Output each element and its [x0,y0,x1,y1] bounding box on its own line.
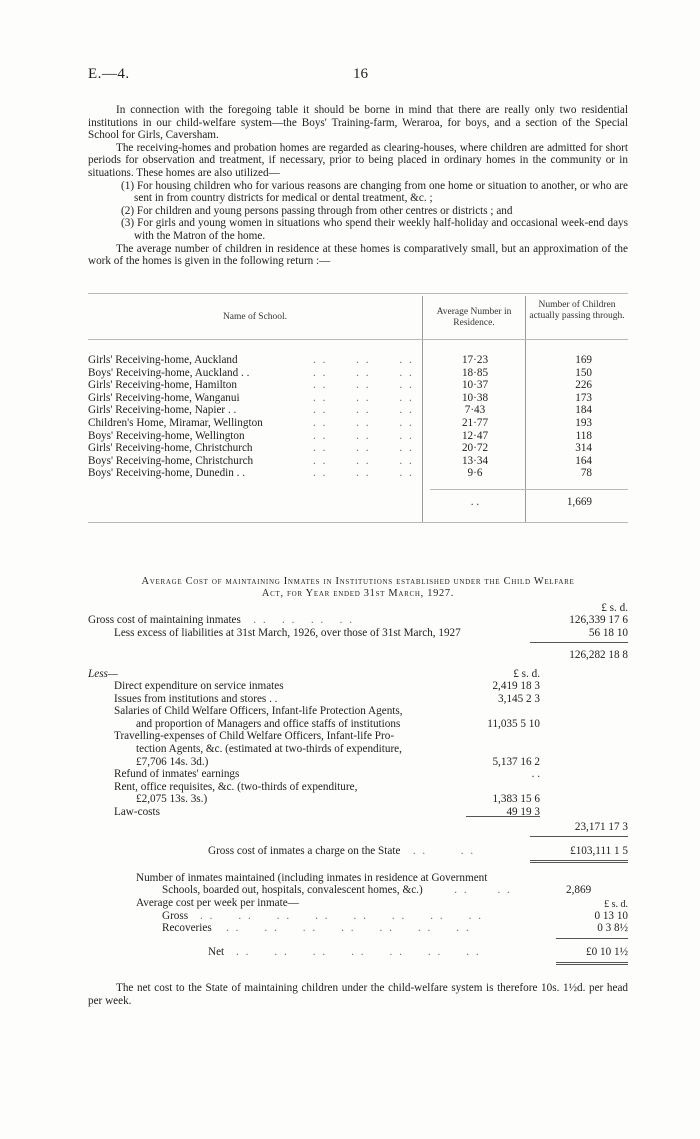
row-leaders: . . . . . . [313,417,414,429]
expenditure-item-label: £7,706 14s. 3d.) [136,755,209,768]
total-average: . . [470,496,480,508]
table-row [88,467,628,479]
average-in-residence: 20·72 [461,442,489,455]
expenditure-item-label: Rent, office requisites, &c. (two-thirds of expenditure, [114,780,358,793]
net-rule-bottom [556,962,628,963]
state-charge-text: Gross cost of inmates a charge on the State [208,845,401,857]
net-week-label: Net [208,946,225,958]
table-row [88,417,628,429]
expenditure-item-label: tection Agents, &c. (estimated at two-thirds of expenditure, [136,743,402,755]
recoveries-week-label: Recoveries [162,922,212,934]
net-rule-top [556,938,628,939]
inmates-line-2-text: Schools, boarded out, hospitals, convalescent homes, &c.) [162,884,423,896]
children-passing-through: 226 [575,379,592,392]
expenditure-item-label: Law-costs [114,806,160,818]
table-row [88,354,628,366]
less-excess-label: Less excess of liabilities at 31st March, 1926, over those of 31st March, 1927 [114,627,461,639]
table-top-rule [88,293,628,294]
state-charge-rule-top [530,836,628,837]
weekly-lsd-header: £ s. d. [604,899,628,910]
cost-title-line-2: Act, for Year ended 31st March, 1927. [261,588,455,599]
children-passing-through: 150 [575,366,592,379]
gross-cost-label: Gross cost of maintaining inmates . . . . . . . . [88,614,354,626]
row-leaders: . . . . . . [313,454,414,467]
children-passing-through: 314 [575,442,592,455]
less-label: Less— [88,668,118,680]
average-in-residence: 18·85 [461,366,489,379]
inmates-value: 2,869 [566,884,592,896]
closing-text [88,982,628,1007]
inmates-line-2: Schools, boarded out, hospitals, convalescent homes, &c.) . . . . [162,884,512,896]
table-row [88,430,628,442]
subtotal-value: 126,282 18 8 [569,649,628,661]
average-in-residence: 13·34 [461,454,489,467]
average-in-residence: 12·47 [461,429,489,442]
school-name: Girls' Receiving-home, Auckland [88,354,238,366]
expenditure-item-value: 11,035 5 10 [487,717,540,730]
expenditure-item-label: Salaries of Child Welfare Officers, Infant-life Protection Agents, [114,705,403,718]
paragraph-3: The average number of children in residence at these homes is comparatively small, but an approximation of the work of the homes is given in the following return :— [88,242,628,268]
school-name: Girls' Receiving-home, Hamilton [88,379,237,392]
list-item-2: (2) For children and young persons passing through from other centres or districts ; and [121,204,513,217]
table-row [88,379,628,391]
gross-cost-text: Gross cost of maintaining inmates [88,614,241,626]
expenditure-item-value: . . [531,768,540,781]
table-row [88,442,628,454]
recoveries-week-value: 0 3 8½ [597,922,628,934]
school-name: Boys' Receiving-home, Dunedin . . [88,467,246,480]
school-name: Boys' Receiving-home, Christchurch [88,454,254,467]
table-row [88,455,628,467]
state-charge-rule-bottom [530,860,628,861]
inner-lsd-header: £ s. d. [513,668,540,680]
gross-week-leaders: . . . . . . . . . . . . . . . . [200,910,484,922]
page-number: 16 [353,66,368,82]
items-total-rule [466,816,540,817]
row-leaders: . . . . . . [313,379,414,392]
gross-week-value: 0 13 10 [594,910,628,922]
row-leaders: . . . . . . [313,429,414,442]
children-passing-through: 184 [575,404,592,417]
state-charge-rule-double [530,862,628,863]
state-charge-label: Gross cost of inmates a charge on the State . . . . [208,845,476,857]
average-in-residence: 17·23 [461,354,489,366]
gross-cost-value: 126,339 17 6 [569,614,628,626]
paragraph-2: The receiving-homes and probation homes are regarded as clearing-houses, where children are admitted for short periods for observation and treatment, if necessary, prior to being placed in ordinary homes in the community or in situations. These homes are also utilized— [88,141,628,179]
children-passing-through: 169 [575,354,592,366]
expenditure-item-label: £2,075 13s. 3s.) [136,793,208,806]
school-name: Children's Home, Miramar, Wellington [88,417,263,429]
state-charge-value: £103,111 1 5 [570,845,628,857]
expenditure-item-value: 2,419 18 3 [492,680,540,692]
gross-week-label: Gross [162,910,189,922]
expenditure-item-label: Travelling-expenses of Child Welfare Officers, Infant-life Pro- [114,730,395,743]
school-name: Girls' Receiving-home, Wanganui [88,391,240,404]
header-children-passing: Number of Children actually passing through. [529,300,625,321]
table-bottom-rule [88,522,628,523]
school-name: Boys' Receiving-home, Auckland . . [88,366,250,379]
expenditure-item-label: Direct expenditure on service inmates [114,680,284,692]
row-leaders: . . . . . . [313,354,414,366]
paragraph-4: The net cost to the State of maintaining children under the child-welfare system is therefore 10s. 1½d. per head per week. [88,982,628,1007]
subtotal-rule [530,642,628,643]
table-total-rule [430,489,628,490]
expenditure-item-value: 3,145 2 3 [498,692,540,705]
net-week-value: £0 10 1½ [586,946,628,958]
school-name: Girls' Receiving-home, Napier . . [88,404,237,417]
lsd-header: £ s. d. [601,602,628,614]
intro-text [88,104,628,268]
school-name: Girls' Receiving-home, Christchurch [88,442,253,455]
children-passing-through: 78 [580,467,592,480]
recoveries-week-leaders: . . . . . . . . . . . . . . [226,922,471,934]
header-name-of-school: Name of School. [222,312,288,322]
paragraph-1: In connection with the foregoing table it should be borne in mind that there are really only two residential institutions in our child-welfare system—the Boys' Training-farm, Weraroa, for boys, and a section of the Special School for Girls, Caversham. [88,104,628,142]
expenditure-item-value: 1,383 15 6 [492,793,540,806]
school-name: Boys' Receiving-home, Wellington [88,429,245,442]
row-leaders: . . . . . . [313,442,414,455]
list-item-3: (3) For girls and young women in situations who spend their weekly half-holiday and occasional week-end days with the Matron of the home. [121,217,628,242]
children-passing-through: 193 [575,417,592,429]
row-leaders: . . . . . . [313,366,414,379]
average-in-residence: 10·37 [461,379,489,392]
header-average-number: Average Number in Residence. [436,307,512,328]
average-in-residence: 9·6 [467,467,483,480]
expenditure-item-label: Issues from institutions and stores . . [114,692,278,705]
row-leaders: . . . . . . [313,467,414,480]
average-in-residence: 21·77 [461,417,489,429]
row-leaders: . . . . . . [313,404,414,417]
list-item-1: (1) For housing children who for various reasons are changing from one home or situation to another, or who are sent in from country districts for medical or dental treatment, &c. ; [121,179,628,205]
children-passing-through: 118 [575,429,592,442]
less-total-value: 23,171 17 3 [574,821,628,833]
report-reference: E.—4. [88,66,130,82]
net-week-leaders: . . . . . . . . . . . . . . [236,946,481,958]
table-row [88,404,628,416]
weekly-cost-label: Average cost per week per inmate— [136,897,299,909]
expenditure-item-label: Refund of inmates' earnings [114,768,240,781]
children-passing-through: 164 [575,454,592,467]
expenditure-item-value: 49 19 3 [506,806,540,818]
total-passing: 1,669 [566,496,592,508]
inmates-line-1: Number of inmates maintained (including inmates in residence at Government [136,872,488,884]
table-row [88,392,628,404]
net-rule-double [556,964,628,965]
children-passing-through: 173 [575,391,592,404]
less-excess-value: 56 18 10 [588,627,628,639]
average-in-residence: 7·43 [464,404,486,417]
table-row [88,367,628,379]
row-leaders: . . . . . . [313,391,414,404]
expenditure-item-value: 5,137 16 2 [492,755,540,768]
average-in-residence: 10·38 [461,391,489,404]
expenditure-item-label: and proportion of Managers and office staffs of institutions [136,717,401,730]
table-header-rule [88,339,628,340]
cost-title-line-1: Average Cost of maintaining Inmates in Institutions established under the Child Welfare [141,576,575,587]
